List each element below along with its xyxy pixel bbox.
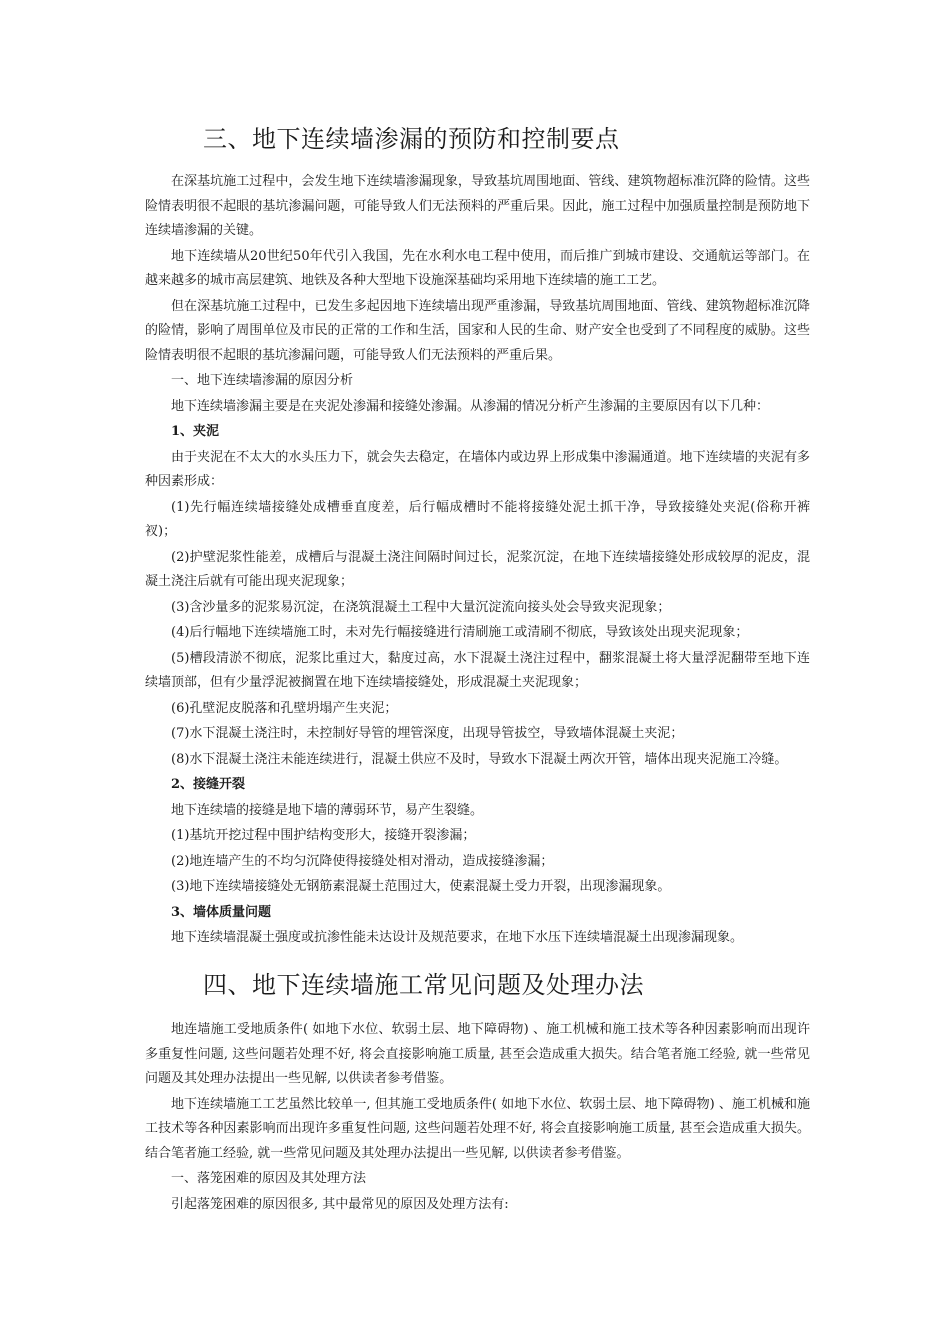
section-3-title: 三、地下连续墙渗漏的预防和控制要点 [203, 125, 620, 153]
paragraph: 地下连续墙的接缝是地下墙的薄弱环节，易产生裂缝。 [171, 802, 484, 818]
paragraph: 由于夹泥在不太大的水头压力下，就会失去稳定，在墙体内或边界上形成集中渗漏通道。地下连续墙的夹泥有多种因素形成： [145, 449, 810, 489]
paragraph: 地连墙施工受地质条件( 如地下水位、软弱土层、地下障碍物) 、施工机械和施工技术等各种因素影响而出现许多重复性问题, 这些问题若处理不好, 将会直接影响施工质量, 甚至会造成重大损失。结合笔者施工经验, 就一些常见问题及其处理办法提出一些见解, 以供读者参考借鉴。 [145, 1022, 810, 1086]
section-3-body [145, 170, 810, 951]
list-item: (5)槽段清淤不彻底，泥浆比重过大，黏度过高，水下混凝土浇注过程中，翻浆混凝土将大量浮泥翻带至地下连续墙顶部，但有少量浮泥被搁置在地下连续墙接缝处，形成混凝土夹泥现象； [145, 650, 810, 690]
list-item: (6)孔壁泥皮脱落和孔壁坍塌产生夹泥； [171, 700, 398, 716]
paragraph: 地下连续墙施工工艺虽然比较单一, 但其施工受地质条件( 如地下水位、软弱土层、地下障碍物) 、施工机械和施工技术等各种因素影响而出现许多重复性问题, 这些问题若处理不好, 将会直接影响施工质量, 甚至会造成重大损失。结合笔者施工经验, 就一些常见问题及其处理办法提出一些见解, 以供读者参考借鉴。 [145, 1096, 810, 1161]
subheading-clay-inclusion: 1、夹泥 [171, 424, 220, 439]
list-item: (1)基坑开挖过程中围护结构变形大，接缝开裂渗漏； [171, 828, 476, 843]
paragraph: 地下连续墙渗漏主要是在夹泥处渗漏和接缝处渗漏。从渗漏的情况分析产生渗漏的主要原因有以下几种： [171, 398, 770, 414]
list-item: (4)后行幅地下连续墙施工时，未对先行幅接缝进行清刷施工或清刷不彻底，导致该处出现夹泥现象； [171, 625, 749, 640]
list-item: (2)护壁泥浆性能差，成槽后与混凝土浇注间隔时间过长，泥浆沉淀，在地下连续墙接缝处形成较厚的泥皮，混凝土浇注后就有可能出现夹泥现象； [145, 549, 810, 589]
subheading-joint-cracking: 2、接缝开裂 [171, 777, 246, 792]
section-4-body [145, 1018, 810, 1217]
subheading-cause-analysis: 一、地下连续墙渗漏的原因分析 [171, 373, 354, 388]
section-4-title: 四、地下连续墙施工常见问题及处理办法 [203, 971, 644, 999]
list-item: (2)地连墙产生的不均匀沉降使得接缝处相对滑动，造成接缝渗漏； [171, 853, 554, 869]
list-item: (1)先行幅连续墙接缝处成槽垂直度差，后行幅成槽时不能将接缝处泥土抓干净，导致接缝处夹泥(俗称开裤衩)； [145, 499, 810, 539]
paragraph: 在深基坑施工过程中，会发生地下连续墙渗漏现象，导致基坑周围地面、管线、建筑物超标准沉降的险情。这些险情表明很不起眼的基坑渗漏问题，可能导致人们无法预料的严重后果。因此，施工过程中加强质量控制是预防地下连续墙渗漏的关键。 [145, 174, 810, 238]
paragraph: 地下连续墙混凝土强度或抗渗性能未达设计及规范要求，在地下水压下连续墙混凝土出现渗漏现象。 [171, 930, 744, 945]
list-item: (8)水下混凝土浇注未能连续进行，混凝土供应不及时，导致水下混凝土两次开管，墙体出现夹泥施工冷缝。 [171, 751, 788, 767]
list-item: (3)含沙量多的泥浆易沉淀，在浇筑混凝土工程中大量沉淀流向接头处会导致夹泥现象； [171, 599, 671, 615]
subheading-wall-quality: 3、墙体质量问题 [171, 904, 272, 920]
paragraph: 引起落笼困难的原因很多, 其中最常见的原因及处理方法有: [171, 1196, 509, 1212]
list-item: (7)水下混凝土浇注时，未控制好导管的埋管深度，出现导管拔空，导致墙体混凝土夹泥； [171, 726, 684, 741]
subheading-cage-lowering: 一、落笼困难的原因及其处理方法 [171, 1171, 367, 1186]
paragraph: 但在深基坑施工过程中，已发生多起因地下连续墙出现严重渗漏，导致基坑周围地面、管线、建筑物超标准沉降的险情，影响了周围单位及市民的正常的工作和生活，国家和人民的生命、财产安全也受到了不同程度的威胁。这些险情表明很不起眼的基坑渗漏问题，可能导致人们无法预料的严重后果。 [145, 298, 810, 363]
paragraph: 地下连续墙从20世纪50年代引入我国，先在水利水电工程中使用，而后推广到城市建设、交通航运等部门。在越来越多的城市高层建筑、地铁及各种大型地下设施深基础均采用地下连续墙的施工工艺。 [145, 248, 810, 288]
list-item: (3)地下连续墙接缝处无钢筋素混凝土范围过大，使素混凝土受力开裂，出现渗漏现象。 [171, 879, 671, 894]
